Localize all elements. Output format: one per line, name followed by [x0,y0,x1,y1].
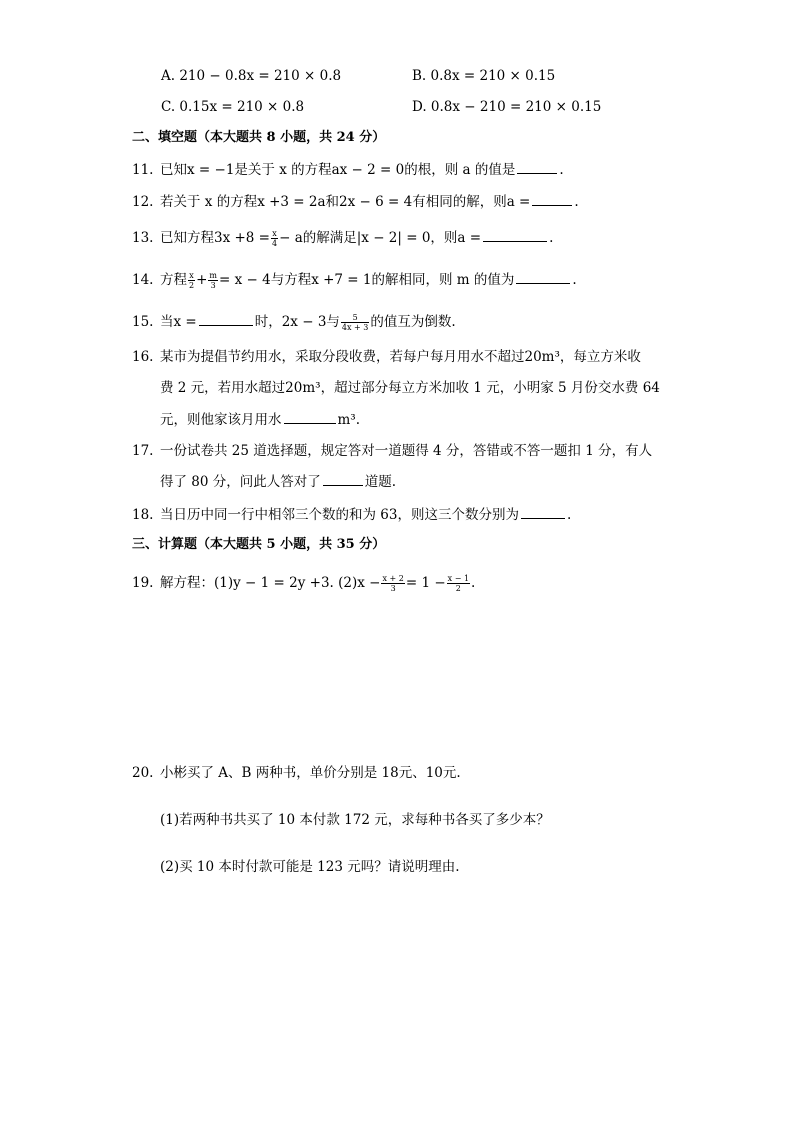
section-fill-in-heading: 二、填空题（本大题共 8 小题，共 24 分） [132,130,386,145]
answer-blank [483,228,547,242]
fraction: $\frac{x - 1}{2}$ [447,574,470,593]
question-20-part-1: (1)若两种书共买了 10 本付款 172 元，求每种书各买了多少本？ [160,812,550,828]
section-calculation-heading: 三、计算题（本大题共 5 小题，共 35 分） [132,537,386,552]
question-18: 18. 当日历中同一行中相邻三个数的和为 63，则这三个数分别为 . [132,507,572,523]
question-17-line-2: 得了 80 分，问此人答对了 道题. [160,474,397,490]
answer-blank [532,192,572,206]
question-15: 15. 当x = 时，2x − 3与 $\frac{5}{4x + 3}$ 的值互为倒数. [132,313,456,332]
fraction: $\frac{m}{3}$ [209,271,217,290]
answer-blank [516,270,570,284]
option-a: A. 210 − 0.8x = 210 × 0.8 [161,68,342,84]
question-14: 14. 方程 $\frac{x}{2}$ + $\frac{m}{3}$ = x − 4与方程x +7 = 1的解相同，则 m 的值为 . [132,271,577,290]
question-20-part-2: (2)买 10 本时付款可能是 123 元吗？请说明理由. [160,859,460,875]
question-19: 19. 解方程：(1)y − 1 = 2y +3. (2)x − $\frac{x + 2}{3}$ = 1 − $\frac{x - 1}{2}$ . [132,574,476,593]
option-d: D. 0.8x − 210 = 210 × 0.15 [412,99,602,115]
answer-blank [517,160,557,174]
answer-blank [284,410,336,424]
question-16-line-3: 元，则他家该月用水 m³. [160,412,361,428]
option-b: B. 0.8x = 210 × 0.15 [412,68,556,84]
question-16-line-2: 费 2 元，若用水超过20m³，超过部分每立方米加收 1 元，小明家 5 月份交水费 64 [160,380,660,396]
option-c: C. 0.15x = 210 × 0.8 [161,99,305,115]
answer-blank [323,472,363,486]
fraction: $\frac{5}{4x + 3}$ [341,313,369,332]
question-17-line-1: 17. 一份试卷共 25 道选择题，规定答对一道题得 4 分，答错或不答一题扣 1 分，有人 [132,443,653,459]
fraction: $\frac{x + 2}{3}$ [382,574,404,593]
question-13: 13. 已知方程3x +8 = $\frac{x}{4}$ − a的解满足|x − 2| = 0，则a = . [132,229,554,248]
question-11: 11. 已知x = −1是关于 x 的方程ax − 2 = 0的根，则 a 的值是 . [132,162,564,178]
fraction: $\frac{x}{2}$ [189,271,195,290]
question-16-line-1: 16. 某市为提倡节约用水，采取分段收费，若每户每月用水不超过20m³，每立方米收 [132,349,641,365]
answer-blank [521,505,565,519]
answer-blank [199,312,253,326]
question-12: 12. 若关于 x 的方程x +3 = 2a和2x − 6 = 4有相同的解，则a = . [132,194,579,210]
fraction: $\frac{x}{4}$ [272,229,278,248]
question-20: 20. 小彬买了 A、B 两种书，单价分别是 18元、10元. [132,765,461,781]
